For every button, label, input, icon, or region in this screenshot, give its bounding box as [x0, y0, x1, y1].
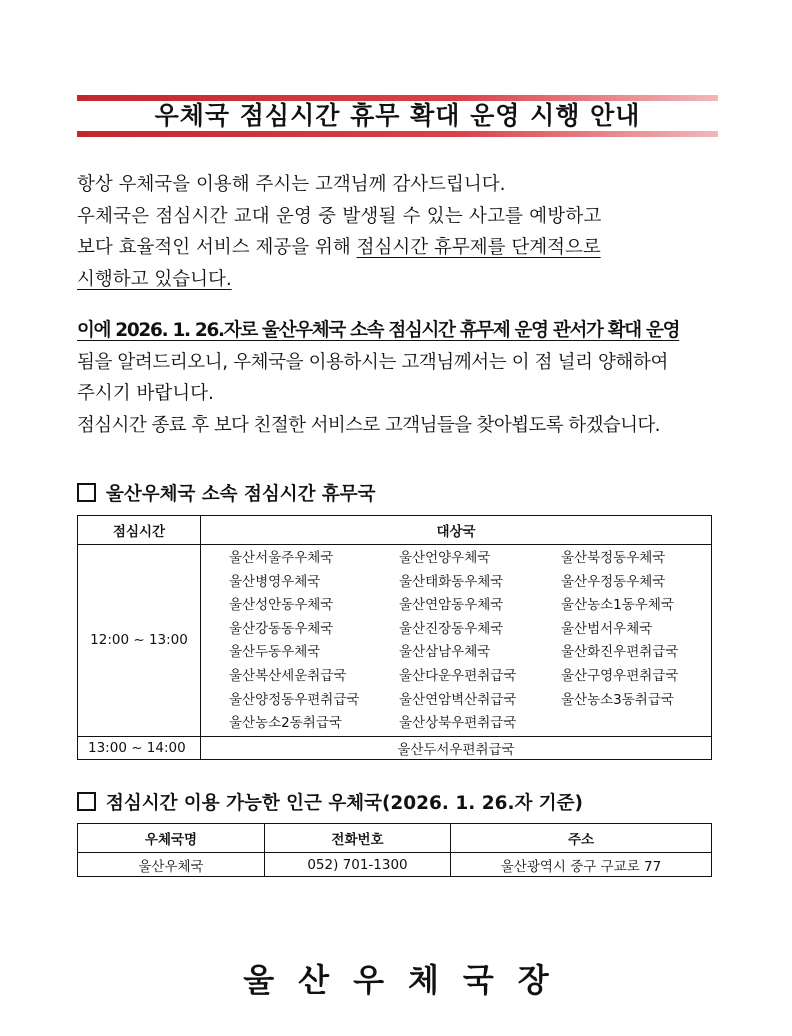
lunch-time-cell: 12:00 ~ 13:00: [78, 545, 201, 737]
list-item: 울산태화동우체국: [399, 573, 504, 590]
issuer-signature: 울산우체국장: [243, 961, 573, 999]
intro-line-4-underlined: 시행하고 있습니다.: [77, 268, 232, 290]
col-header-office-name: 우체국명: [78, 824, 265, 853]
col-header-phone: 전화번호: [265, 824, 451, 853]
office-name-cell: 울산우체국: [78, 853, 265, 877]
nearby-offices-header-row: [78, 824, 712, 853]
list-item: 울산우정동우체국: [561, 573, 666, 590]
lunch-time-cell: 13:00 ~ 14:00: [78, 736, 201, 759]
col-header-lunch-time: 점심시간: [78, 516, 201, 545]
list-item: 울산연암동우체국: [399, 597, 504, 614]
phone-cell: 052) 701-1300: [265, 853, 451, 877]
checkbox-square-icon: [77, 792, 96, 811]
office-list: [201, 545, 711, 736]
intro-line-1: 항상 우체국을 이용해 주시는 고객님께 감사드립니다.: [77, 174, 506, 195]
notice-line-1: 이에 2026. 1. 26.자로 울산우체국 소속 점심시간 휴무제 운영 관서가 확대 운영: [77, 320, 680, 341]
section-nearby-offices-heading: [77, 789, 583, 815]
lunch-closure-table: [77, 515, 712, 760]
intro-line-3-underlined: 점심시간 휴무제를 단계적으로: [356, 237, 601, 258]
section-lunch-closure-heading: [77, 480, 376, 506]
list-item: 울산농소2동취급국: [229, 715, 342, 732]
list-item: 울산진장동우체국: [399, 620, 504, 637]
list-item: 울산서울주우체국: [229, 550, 334, 566]
target-office-cell: 울산두서우편취급국: [201, 736, 712, 759]
intro-line-3: [77, 232, 718, 264]
list-item: 울산삼남우체국: [399, 644, 491, 661]
table-row: [78, 853, 712, 877]
address-cell: 울산광역시 중구 구교로 77: [451, 853, 712, 877]
list-item: 울산두동우체국: [229, 644, 321, 661]
list-item: 울산화진우편취급국: [561, 644, 679, 661]
target-offices-cell: [201, 545, 712, 737]
title-bottom-rule: [77, 131, 718, 137]
intro-line-2: 우체국은 점심시간 교대 운영 중 발생될 수 있는 사고를 예방하고: [77, 205, 602, 227]
notice-line-2: 됨을 알려드리오니, 우체국을 이용하시는 고객님께서는 이 점 널리 양해하여: [77, 351, 668, 373]
table-row: [78, 736, 712, 759]
section-nearby-offices-title: 점심시간 이용 가능한 인근 우체국(2026. 1. 26.자 기준): [106, 793, 583, 814]
document-title: 우체국 점심시간 휴무 확대 운영 시행 안내: [154, 101, 641, 130]
section-lunch-closure-title: 울산우체국 소속 점심시간 휴무국: [106, 484, 376, 505]
list-item: 울산양정동우편취급국: [229, 691, 360, 708]
notice-paragraph: [77, 315, 718, 441]
list-item: 울산농소1동우체국: [561, 597, 674, 614]
intro-line-3-text: 보다 효율적인 서비스 제공을 위해: [77, 237, 357, 258]
list-item: 울산성안동우체국: [229, 597, 334, 614]
col-header-address: 주소: [451, 824, 712, 853]
lunch-closure-header-row: [78, 516, 712, 545]
list-item: 울산구영우편취급국: [561, 667, 679, 684]
col-header-target-offices: 대상국: [201, 516, 712, 545]
table-row: [78, 545, 712, 737]
list-item: 울산연암벽산취급국: [399, 691, 517, 708]
list-item: 울산복산세운취급국: [229, 667, 347, 684]
list-item: 울산다운우편취급국: [399, 667, 517, 684]
document-title-banner: [77, 95, 718, 137]
notice-line-3: 주시기 바랍니다.: [77, 383, 214, 404]
list-item: 울산병영우체국: [229, 573, 321, 590]
list-item: 울산강동동우체국: [229, 620, 334, 637]
list-item: 울산언양우체국: [399, 550, 491, 566]
list-item: 울산북정동우체국: [561, 550, 666, 566]
nearby-offices-table: [77, 823, 712, 877]
intro-paragraph: [77, 169, 718, 295]
checkbox-square-icon: [77, 483, 96, 502]
list-item: 울산상북우편취급국: [399, 715, 517, 732]
list-item: 울산범서우체국: [561, 620, 653, 637]
list-item: 울산농소3동취급국: [561, 691, 674, 708]
notice-line-4: 점심시간 종료 후 보다 친절한 서비스로 고객님들을 찾아뵙도록 하겠습니다.: [77, 414, 660, 436]
